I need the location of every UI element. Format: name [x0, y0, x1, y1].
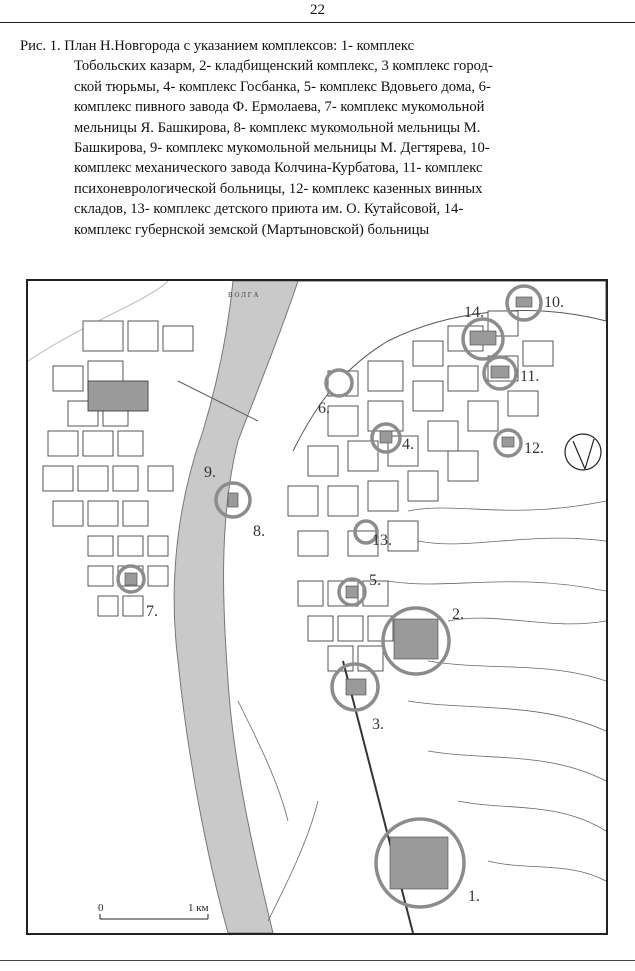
label-14: 14. [464, 304, 484, 321]
scale-bar [100, 914, 208, 919]
scale-zero: 0 [98, 902, 104, 914]
label-2: 2. [452, 606, 464, 623]
city-plan-map [26, 279, 608, 935]
volga-river [174, 281, 298, 933]
label-10: 10. [544, 294, 564, 311]
caption-line: ской тюрьмы, 4- комплекс Госбанка, 5- комплекс Вдовьего дома, 6- [74, 78, 491, 95]
caption-line: мельницы Я. Башкирова, 8- комплекс мукомольной мельницы М. [74, 119, 481, 136]
label-11: 11. [520, 368, 540, 385]
label-4: 4. [402, 436, 414, 453]
label-1: 1. [468, 888, 480, 905]
figure-caption [20, 36, 612, 240]
caption-line: комплекс механического завода Колчина-Курбатова, 11- комплекс [74, 160, 483, 177]
label-12: 12. [524, 440, 544, 457]
railway-line [343, 661, 413, 933]
label-6: 6. [318, 400, 330, 417]
label-3: 3. [372, 716, 384, 733]
caption-line: комплекс губернской земской (Мартыновской) больницы [74, 221, 430, 238]
map-canvas [28, 281, 606, 933]
label-9: 9. [204, 464, 216, 481]
header-rule [0, 22, 635, 23]
caption-line: Рис. 1. План Н.Новгорода с указанием комплексов: 1- комплекс [20, 38, 415, 54]
caption-line: Тобольских казарм, 2- кладбищенский комплекс, 3 комплекс город- [74, 58, 493, 75]
label-5: 5. [369, 572, 381, 589]
footer-rule [0, 960, 635, 961]
label-13: 13. [372, 532, 392, 549]
label-7: 7. [146, 603, 158, 620]
page-number: 22 [310, 2, 325, 18]
river-volga-label: В О Л Г А [228, 291, 259, 299]
scale-end: 1 км [188, 902, 209, 914]
caption-line: комплекс пивного завода Ф. Ермолаева, 7- комплекс мукомольной [74, 99, 485, 116]
left-bank-dense-block [88, 381, 148, 411]
left-bank-grid [43, 321, 193, 616]
label-8: 8. [253, 523, 265, 540]
caption-line: психоневрологической больницы, 12- комплекс казенных винных [74, 180, 483, 197]
north-arrow-icon [565, 434, 601, 470]
caption-line: складов, 13- комплекс детского приюта им. О. Кутайсовой, 14- [74, 201, 464, 218]
caption-line: Башкирова, 9- комплекс мукомольной мельницы М. Дегтярева, 10- [74, 140, 490, 157]
